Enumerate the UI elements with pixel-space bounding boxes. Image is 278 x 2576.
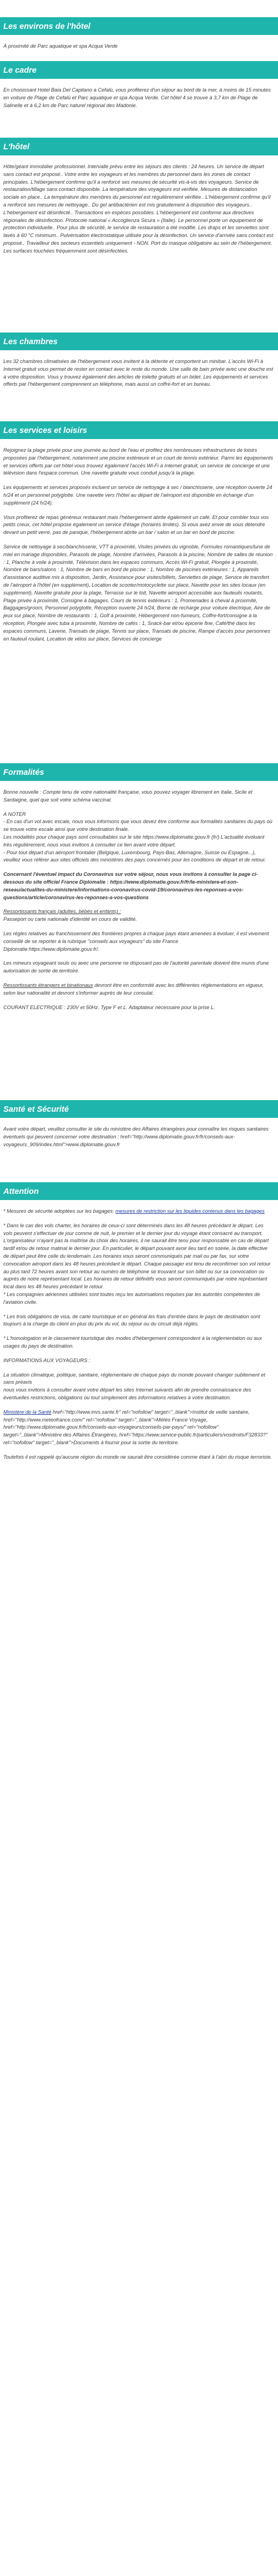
sante-text: Avant votre départ, veuillez consulter le site du ministère des Affaires étrangères pour connaître les risques sanitaires éventuels qui peuvent concerner votre destination : href="http://www.diplomatie.gouv.fr/fr/conseils-aux-voyageurs_909/index.html">www.diplomatie.gouv.fr (3, 1126, 269, 1147)
section-title-chambres: Les chambres (3, 337, 58, 346)
chambres-text: Les 32 chambres climatisées de l'hébergement vous invitent à la détente et comportent un minibar. L'accès Wi-Fi à Internet gratuit vous permet de rester en contact avec le reste du monde. Une salle de bain privée avec une douche est à votre disposition. Vous y trouvez également des articles de toilette gratuits et un bidet. Les équipements et services offerts par l'hébergement comprennent un téléphone, mais aussi un coffre-fort et un bureau. (3, 359, 274, 387)
section-title-services: Les services et loisirs (3, 426, 87, 435)
ministere-sante-link[interactable]: Ministère de la Santé (3, 1409, 52, 1415)
services-text: Rejoignez la plage privée pour une journée au bord de l'eau et profitez des nombreuses infrastructures de loisirs proposées par l'hébergement, notamment une piscine extérieure et un court de tennis extérieur. Parmi les équipements et services offerts par cet hôtel vous trouvez également l'accès Wi-Fi à Internet gratuit, un service de concierge et une télévision dans l'espace commun. Une navette gratuite vous conduit jusqu'à la plage. Les équipements et services proposés incluent un service de nettoyage à sec / blanchisserie, une réception ouverte 24 h/24 et un personnel polyglotte. Une navette vers l'hôtel au départ de l'aéroport est disponible en échange d'un supplément (24 h/24). Vous profiterez de repas généreux restaurant mais l'hébergement abrite également un café. Et pour combler tous vos petits creux, cet hôtel propose également un service d'étage (horaires limités). Si vous avez envie de vous détendre devant un petit verre, pas de panique, l'hébergement abrite un bar / salon et un bar en bord de piscine. Service de nettoyage à sec/blanchisserie, VTT à proximité, Visites privées du vignoble, Formules romantiques/lune de miel en mariage disponibles, Parasols de plage, Nombre d'arrivées, Parasols à la piscine, Nombre de salles de réunion : 1, Planche à voile à proximité, Télévision dans les espaces communs, Accès Wi-Fi gratuit, Plongée à proximité, Nombre de bars/salons : 1, Nombre de bars en bord de piscine : 1, Nombre de piscines extérieures : 1, Appareils d'assistance auditive mis à disposition, Jardin, Assistance pour visites/billets, Serviettes de plage, Service de transfert de l'aéroport à l'hôtel (en supplément), Location de scooter/motocyclette sur place, Navette pour les sites locaux (en supplément), Navette gratuite pour la plage, Terrasse sur le toit, Navette aéroport accessible aux fauteuils roulants, Plage privée à proximité, Consigne à bagages, Cours de tennis extérieurs : 1, Promenades à cheval à proximité, Baggages/groom, Personnel polyglotte, Réception ouverte 24 h/24, Borne de recharge pour voiture électrique, Aire de jeux sur place, Nombre de restaurants : 1, Golf à proximité, Hébergement non-fumeurs, Coffre-fort/consigne à la réception, Plongée avec tuba à proximité, Nombre de cafés : 1, Snack-bar et/ou épicerie fine, Café/thé dans les espaces communs, Laverie, Transats de plage, Tennis sur place, Transats de piscine, Rampe d'accès pour personnes en fauteuil roulant, Location de vélos sur place, Services de concierge (3, 447, 274, 642)
section-header-environs (0, 17, 278, 35)
section-title-formalites: Formalités (3, 768, 44, 777)
section-header-hotel (0, 138, 278, 155)
section-header-services (0, 421, 278, 439)
attention-text: * Mesures de sécurité adoptées sur les bagages: mesures de restriction sur les liquides contenus dans les bagages * Dans le cas des vols charter, les horaires de ceux-ci sont déterminés dans les 48 heures précédant le départ. Les vols peuvent s'effectuer de jour comme de nuit, le premier et le dernier jour du voyage étant consacré au transport. L'organisateur n'ayant pas la maîtrise du choix des horaires, il ne saurait être tenu pour responsable en cas de départ tardif et/ou de retour matinal le dernier jour. En particulier, le départ pouvant avoir lieu tard en soirée, la date effective de départ peut être celle du lendemain. Les horaires vous seront communiqués par mail ou par fax, sur votre convocation aéroport dans les 48 heures précédant le départ. Chaque passager est tenu de reconfirmer son vol retour au plus tard 72 heures avant son retour au numéro de téléphone se trouvant sur son billet ou sur sa convocation ou auprès de notre représentant local. Les horaires de retour définitifs vous seront communiqués par notre représentant local dans les 48 heures précédant le retour. * Les compagnies aériennes utilisées sont toutes reçu les autorisations requises par les autorités compétentes de l'aviation civile. * Les trois obligations de visa, de carte touristique et en général les frais d'entrée dans le pays de destination sont toujours à la charge du client en plus du prix du vol, du séjour ou du circuit déjà réglés. * L'homologation et le classement touristique des modes d'hébergement correspondent à la réglementation ou aux usages du pays de destination. INFORMATIONS AUX VOYAGEURS : La situation climatique, politique, sanitaire, réglementaire de chaque pays du monde pouvant changer subitement et sans préavis nous vous invitons à consulter avant votre départ les sites Internet suivants afin de prendre connaissance des éventuelles restrictions, obligations ou tout simplement des informations relatives à votre destination. Ministère de la Santé href="http://www.invs.sante.fr" rel="nofollow" target="_blank">Institut de veille sanitaire, href="http://www.meteofrance.com/" rel="nofollow" target="_blank">Météo France Voyage, href="http://www.diplomatie.gouv.fr/fr/conseils-aux-voyageurs/conseils-par-pays/" rel="nofollow" target="_blank">Ministère des Affaires Étrangères, href="https://www.service-public.fr/particuliers/vosdroits/F32833?" rel="nofollow" target="_blank">Documents à fournir pour la sortie du territoire. Toutefois il est rappelé qu'aucune région du monde ne saurait être considérée comme étant à l'abri du risque terroriste. (3, 1208, 272, 1460)
hotel-text: Hôte/géant immobilier professionnel. Intervalle prévu entre les séjours des clients : 24 heures. Un service de départ sans contact est proposé.. Votre entre les voyageurs et les membres du personnel dans les zones de contact principales. L'hébergement confirme qu'il a renforcé ses mesures de sécurité vis-à-vis des voyageurs. Service de restauration/tillage sans contact disponible. La température des voyageurs est vérifiée. Mesures de distanciation sociale en place.. La température des membres du personnel est régulièrement vérifiée.. L'hébergement confirme qu'il a renforcé ses mesures de nettoyage.. Du gel antibactérien est mis gratuitement à disposition des voyageurs.. L'hébergement est désinfecté.. Transactions en espèces possibles. L'hébergement est conforme aux directives régionales de désinfection. Protocole national « Accoglienza Sicura » (Italie). Le personnel porte un équipement de protection individuelle.. Pour plus de sécurité, le service de restauration a été modifié. Les draps et les serviettes sont lavés à 60 °C minimum.. Pulvérisation électrostatique utilisée pour la désinfection. Un service d'arrivée sans contact est proposé.. Travailleur des secteurs essentiels uniquement - NON. Port du masque obligatoire au sein de l'hébergement. Les surfaces touchées fréquemment sont désinfectées. (3, 164, 274, 254)
section-title-sante: Santé et Sécurité (3, 1105, 69, 1114)
cadre-text: En choisissant Hotel Baia Del Capitano a Cefalù, vous profiterez d'un séjour au bord de la mer, à moins de 15 minutes en voiture de Plage de Cefalù et Parc aquatique et spa Acqua Verde. Cet hôtel 4 se trouve à 3,7 km de Plage de Salinelle et à 6,2 km de Parc naturel régional des Madonie. (3, 87, 271, 108)
section-title-attention: Attention (3, 1187, 39, 1196)
liquids-restriction-link[interactable]: mesures de restriction sur les liquides contenus dans les bagages (115, 1208, 265, 1214)
section-header-chambres (0, 332, 278, 350)
section-title-environs: Les environs de l'hôtel (3, 22, 91, 31)
section-header-sante (0, 1100, 278, 1118)
environs-text: À proximité de Parc aquatique et spa Acqua Verde (3, 43, 118, 49)
section-header-attention (0, 1182, 278, 1200)
section-header-formalites (0, 763, 278, 781)
section-header-cadre (0, 61, 278, 79)
section-title-cadre: Le cadre (3, 66, 37, 75)
formalites-text: Bonne nouvelle : Compte tenu de votre nationalité française, vous pouvez voyager librement en Italie, Sicile et Sardaigne, quel que soit votre schéma vaccinal. A NOTER - En cas d'un vol avec escale, nous vous informons que vous devez être conforme aux formalités sanitaires du pays où se trouve votre escale ainsi que votre destination finale. Les modalités pour chaque pays sont consultables sur le site https://www.diplomatie.gouv.fr (fr/) L'actualité évoluant très régulièrement, nous vous invitons à consulter ce lien avant votre départ. - Pour tout départ d'un aéroport frontalier (Belgique, Luxembourg, Pays-Bas, Allemagne, Suisse ou Espagne...), veuillez vous référer aux sites officiels des ministères des pays concernés pour les conditions de départ et de retour. Concernant l'éventuel impact du Coronavirus sur votre séjour, nous vous invitons à consulter la page ci-dessous du site officiel France Diplomatie : https://www.diplomatie.gouv.fr/fr/le-ministere-et-son-reseau/actualites-du-ministere/informations-coronavirus-covid-19/coronavirus-les-reponses-a-vos-questions/article/coronavirus-les-reponses-a-vos-questions Ressortissants français (adultes, bébés et enfants) : Passeport ou carte nationale d'identité en cours de validité. Les règles relatives au franchissement des frontières propres à chaque pays étant amenées à évoluer, il est vivement conseillé de se reporter à la rubrique "conseils aux voyageurs" du site France Diplomatie:https://www.diplomatie.gouv.fr/. Les mineurs voyageant seuls ou avec une personne ne disposant pas de l'autorité parentale doivent être munis d'une autorisation de sortie de territoire. Ressortissants étrangers et binationaux devront être en conformité avec les différentes réglementations en vigueur, selon leur nationalité et devront s'informer auprès de leur consulat. COURANT ELECTRIQUE : 230V et 50Hz. Type F et L. Adaptateur nécessaire pour la prise L. (3, 789, 272, 1010)
section-title-hotel: L'hôtel (3, 143, 29, 152)
